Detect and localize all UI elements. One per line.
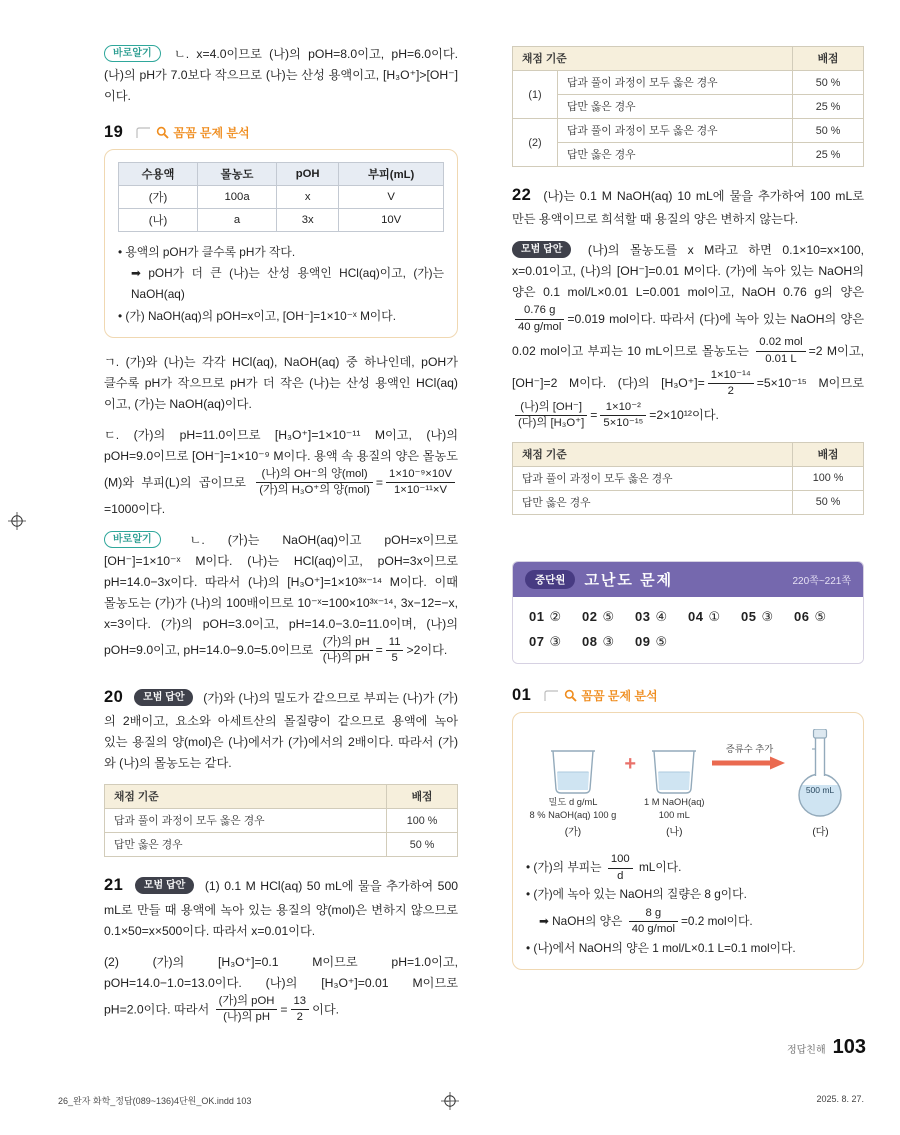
table-row (105, 833, 458, 857)
model-answer-text: (가)와 (나)의 밀도가 같으므로 부피는 (나)가 (가)의 2배이고, 요소와 아세트산의 몰질량이 같으므로 용액에 녹아 있는 용질의 양(mol)은 (나)에서가 (가)에서의 2배이다. 따라서 (가)와 (나)의 몰농도는 같다. (104, 690, 458, 771)
section-badge: 중단원 (525, 570, 575, 589)
answer-choice: ③ (761, 608, 774, 624)
text-run: 이다. (312, 1001, 340, 1016)
beaker-icon (546, 748, 600, 796)
column-header: 몰농도 (198, 162, 277, 185)
book-title: 정답친해 (786, 1045, 826, 1056)
fraction: $\frac{13}{2}$ (291, 995, 310, 1025)
cell: 10V (339, 208, 444, 231)
cell: 3x (277, 208, 339, 231)
plus-sign: + (624, 753, 637, 776)
grading-table-21 (512, 46, 864, 167)
solution-paragraph-d (104, 425, 458, 520)
points-cell: 100 % (793, 466, 864, 490)
fraction: $\frac{11}{5}$ (386, 636, 404, 666)
fraction: $\frac{\text{1×10⁻²}}{\text{5×10⁻¹⁵}}$ (600, 401, 646, 431)
registration-mark-center (441, 1092, 459, 1110)
criteria-cell: 답만 옳은 경우 (558, 95, 793, 119)
bullet-item (118, 263, 444, 305)
criteria-cell: 답만 옳은 경우 (558, 143, 793, 167)
analysis-label-text: 꼼꼼 문제 분석 (581, 688, 658, 703)
grading-header: 채점 기준 (513, 442, 793, 466)
beaker-b-name: (나) (666, 826, 683, 838)
problem-21 (104, 871, 458, 941)
problem-19-header (104, 123, 458, 142)
answer-item (741, 609, 794, 625)
fraction: $\frac{8 g}{\text{40 g/mol}}$ (629, 907, 678, 937)
flask-name: (다) (812, 826, 829, 838)
fraction: $\frac{\text{(나)의 [OH⁻]}}{\text{(다)의 [H₃O⁺]}}$ (515, 401, 587, 431)
analysis-box-01 (512, 712, 864, 970)
problem-01-header (512, 686, 864, 705)
points-cell: 25 % (793, 95, 864, 119)
answer-item (529, 609, 582, 625)
baroalgi-note-2 (104, 530, 458, 667)
volumetric-flask-icon (794, 729, 846, 823)
answer-item (688, 609, 741, 625)
text-run: >2이다. (406, 643, 448, 658)
answer-choice: ③ (549, 633, 562, 649)
arrow-group (712, 743, 786, 770)
problem-22-answer (512, 240, 864, 431)
text-run: ➡ pOH가 더 큰 (나)는 산성 용액인 HCl(aq)이고, (가)는 NaOH(aq) (131, 266, 444, 302)
section-page-range: 220쪽~221쪽 (792, 575, 851, 587)
fraction: $\frac{100}{d}$ (608, 853, 633, 883)
problem-20 (104, 683, 458, 774)
solution-paragraph-g: ㄱ. (가)와 (나)는 각각 HCl(aq), NaOH(aq) 중 하나인데, pOH가 클수록 pH가 작으므로 pH가 더 작은 (나)는 산성 용액인 HCl(aq)이고, (가)는 NaOH(aq)이다. (104, 354, 458, 411)
page-footer (787, 1036, 866, 1059)
text-run: • (나)에서 NaOH의 양은 1 mol/L×0.1 L=0.1 mol이다. (526, 940, 796, 955)
answer-number: 03 (635, 608, 651, 624)
beaker-b-group (644, 748, 704, 840)
answer-item (794, 609, 847, 625)
bullet-item (118, 242, 444, 263)
answer-choice: ③ (602, 633, 615, 649)
baroalgi-note-1 (104, 44, 458, 107)
model-answer-label: 모범 답안 (135, 877, 194, 894)
answer-item (635, 609, 688, 625)
text-run: =5×10⁻¹⁵ M이므로 (756, 375, 864, 390)
answer-number: 01 (529, 608, 545, 624)
points-cell: 100 % (387, 809, 458, 833)
table-row (513, 95, 864, 119)
text-run: ㄷ. (가)의 pH=11.0이므로 [H₃O⁺]=1×10⁻¹¹ M이고, (나)의 pOH=9.0이므로 [OH⁻]=1×10⁻⁹ M이다. 용액 속 용질의 양은 몰농도(M)와 부피(L)의 곱이므로 (104, 427, 458, 490)
answer-number: 02 (582, 608, 598, 624)
answer-number: 09 (635, 633, 651, 649)
text-run: • (가) NaOH(aq)의 pOH=x이고, [OH⁻]=1×10⁻ˣ M이다. (118, 308, 396, 323)
answer-choice: ⑤ (602, 608, 615, 624)
criteria-cell: 답만 옳은 경우 (513, 490, 793, 514)
connector-line-icon (135, 125, 151, 139)
answer-number: 06 (794, 608, 810, 624)
text-run: =1000이다. (104, 501, 166, 516)
section-header-bar (513, 562, 863, 597)
text-run: =0.2 mol이다. (681, 913, 753, 928)
flask-group (794, 729, 846, 841)
criteria-cell: 답만 옳은 경우 (105, 833, 387, 857)
fraction: $\frac{0.76 g}{\text{40 g/mol}}$ (515, 304, 564, 334)
text-run: =0.019 mol이다. 따라서 (다)에 녹아 있는 NaOH의 양은 0.02 mol이고 부피는 10 mL이므로 몰농도는 (512, 311, 864, 358)
grading-table-22 (512, 442, 864, 515)
points-cell: 50 % (387, 833, 458, 857)
cell: (가) (119, 185, 198, 208)
bullet-item (118, 306, 444, 327)
beaker-a-caption: 8 % NaOH(aq) 100 g (529, 810, 617, 821)
text-run: • (가)의 부피는 (526, 860, 605, 875)
text-run: • (가)에 녹아 있는 NaOH의 질량은 8 g이다. (526, 887, 747, 902)
text-run: =2×10¹²이다. (649, 407, 719, 422)
print-file-info: 26_완자 화학_정답(089~136)4단원_OK.indd 103 (58, 1096, 252, 1106)
text-run: =2 M이고, [OH⁻]=2 M이다. (다)의 [H₃O⁺]= (512, 343, 864, 390)
answer-choice: ⑤ (655, 633, 668, 649)
cell: 100a (198, 185, 277, 208)
table-row (119, 185, 444, 208)
answer-grid (513, 597, 863, 663)
cell: x (277, 185, 339, 208)
column-header: pOH (277, 162, 339, 185)
table-header-row (105, 785, 458, 809)
text-run: = (375, 643, 383, 658)
bullet-item (526, 852, 850, 884)
analysis-bullets (526, 852, 850, 959)
problem-21-part2 (104, 952, 458, 1026)
problem-number: 21 (104, 876, 124, 895)
connector-line-icon (543, 688, 559, 702)
analysis-box-19 (104, 149, 458, 338)
cell: V (339, 185, 444, 208)
fraction: $\frac{\text{1×10⁻⁹×10V}}{\text{1×10⁻¹¹×V}}$ (386, 468, 455, 498)
table-row (513, 143, 864, 167)
beaker-b-caption: 1 M NaOH(aq) (644, 796, 705, 807)
right-column (512, 44, 864, 1036)
criteria-cell: 답과 풀이 과정이 모두 옳은 경우 (513, 466, 793, 490)
section-title: 고난도 문제 (584, 571, 674, 589)
beaker-a-name: (가) (564, 826, 582, 838)
page-content (104, 44, 866, 1036)
left-column (104, 44, 458, 1036)
solution-diagram (526, 729, 850, 841)
model-answer-label: 모범 답안 (134, 689, 193, 706)
answer-item (582, 609, 635, 625)
table-header-row (513, 47, 864, 71)
analysis-label (564, 687, 657, 704)
table-row (105, 809, 458, 833)
text-run: mL이다. (635, 860, 682, 875)
cell: (나) (119, 208, 198, 231)
points-cell: 25 % (793, 143, 864, 167)
criteria-cell: 답과 풀이 과정이 모두 옳은 경우 (558, 71, 793, 95)
beaker-a-caption: 밀도 d g/mL (548, 796, 598, 807)
text-run: ㄴ. (가)는 NaOH(aq)이고 pOH=x이므로 [OH⁻]=1×10⁻ˣ M이다. (나)는 HCl(aq)이고, pOH=3x이므로 pH=14.0−3x이다. 따라서 (나)의 [H₃O⁺]=1×10³ˣ⁻¹⁴ M이다. 이때 몰농도는 (가)가 (나)의 100배이므로 10⁻ˣ=100×10³ˣ⁻¹⁴, 3x−12=−x, x=3이다. (가)의 pOH=3.0이고, pH=14.0−3.0=11.0이며, (나)의 pOH=9.0이고, pH=14.0−9.0=5.0이므로 (104, 532, 458, 658)
table-header-row (513, 442, 864, 466)
problem-intro-text: (나)는 0.1 M NaOH(aq) 10 mL에 물을 추가하여 100 mL로 만든 용액이므로 희석할 때 용질의 양은 변하지 않는다. (512, 189, 865, 227)
baroalgi-label: 바로알기 (104, 531, 161, 548)
answer-item (635, 634, 688, 650)
fraction: $\frac{\text{(가)의 pH}}{\text{(나)의 pH}}$ (320, 636, 373, 666)
answer-number: 05 (741, 608, 757, 624)
answer-choice: ② (549, 608, 562, 624)
cell: a (198, 208, 277, 231)
table-row (513, 466, 864, 490)
text-run: ➡ NaOH의 양은 (539, 913, 626, 928)
answer-number: 08 (582, 633, 598, 649)
answer-choice: ④ (655, 608, 668, 624)
hard-problems-section (512, 561, 864, 664)
points-cell: 50 % (793, 71, 864, 95)
flask-volume-label: 500 mL (806, 784, 835, 795)
table-header-row (119, 162, 444, 185)
note-text (104, 532, 458, 665)
baroalgi-label: 바로알기 (104, 45, 161, 62)
problem-number: 01 (512, 685, 532, 704)
answer-item (529, 634, 582, 650)
fraction: $\frac{\text{(가)의 pOH}}{\text{(나)의 pH}}$ (216, 995, 278, 1025)
model-answer-text: (1) 0.1 M HCl(aq) 50 mL에 물을 추가하여 500 mL로 만들 때 용액에 녹아 있는 용질의 양(mol)은 변하지 않으므로 0.1×50=x×500이다. 따라서 x=0.01이다. (104, 879, 459, 938)
grading-header: 채점 기준 (105, 785, 387, 809)
criteria-cell: 답과 풀이 과정이 모두 옳은 경우 (558, 119, 793, 143)
problem-22 (512, 181, 864, 230)
item-number-cell: (2) (513, 119, 558, 167)
page-number: 103 (832, 1036, 866, 1058)
analysis-bullets (118, 242, 444, 327)
points-header: 배점 (387, 785, 458, 809)
points-cell: 50 % (793, 490, 864, 514)
text-run: = (375, 475, 384, 490)
answer-number: 07 (529, 633, 545, 649)
answer-item (582, 634, 635, 650)
model-answer-text (512, 243, 864, 430)
bullet-item (526, 938, 850, 959)
problem-number: 20 (104, 687, 124, 706)
column-header: 부피(mL) (339, 162, 444, 185)
grading-header: 채점 기준 (513, 47, 793, 71)
bullet-item (526, 906, 850, 938)
answer-choice: ① (708, 608, 721, 624)
analysis-label-text: 꼼꼼 문제 분석 (173, 125, 250, 140)
problem-number: 22 (512, 186, 532, 204)
points-cell: 50 % (793, 119, 864, 143)
column-header: 수용액 (119, 162, 198, 185)
points-header: 배점 (793, 47, 864, 71)
text-run: • 용액의 pOH가 클수록 pH가 작다. (118, 244, 296, 259)
text-run: (나)의 몰농도를 x M라고 하면 0.1×10=x×100, x=0.01이고, (나)의 [OH⁻]=0.01 M이다. (가)에 녹아 있는 NaOH의 양은 0.1 mol/L×0.01 L=0.001 mol이고, NaOH 0.76 g의 양은 (512, 243, 864, 300)
fraction: $\frac{\text{0.02 mol}}{0.01 L}$ (756, 336, 805, 366)
magnifier-icon (564, 689, 577, 702)
beaker-icon (647, 748, 701, 796)
answer-number: 04 (688, 608, 704, 624)
bullet-item (526, 884, 850, 905)
solution-data-table (118, 162, 444, 232)
fraction: $\frac{\text{(나)의 OH⁻의 양(mol)}}{\text{(가)의 H₃O⁺의 양(mol)}}$ (256, 468, 373, 498)
beaker-b-caption: 100 mL (658, 810, 690, 821)
magnifier-icon (156, 126, 169, 139)
fraction: $\frac{\text{1×10⁻¹⁴}}{2}$ (708, 369, 754, 399)
table-row (119, 208, 444, 231)
table-row (513, 119, 864, 143)
registration-mark-left (8, 512, 26, 530)
right-arrow-icon (712, 756, 786, 770)
text-run: = (590, 407, 598, 422)
points-header: 배점 (793, 442, 864, 466)
print-date: 2025. 8. 27. (816, 1094, 864, 1104)
problem-number: 19 (104, 122, 124, 141)
beaker-a-group (530, 748, 617, 840)
analysis-label (156, 124, 249, 141)
model-answer-label: 모범 답안 (512, 241, 571, 258)
item-number-cell: (1) (513, 71, 558, 119)
answer-choice: ⑤ (814, 608, 827, 624)
table-row (513, 490, 864, 514)
criteria-cell: 답과 풀이 과정이 모두 옳은 경우 (105, 809, 387, 833)
note-text: ㄴ. x=4.0이므로 (나)의 pOH=8.0이고, pH=6.0이다. (나)의 pH가 7.0보다 작으므로 (나)는 산성 용액이고, [H₃O⁺]>[OH⁻]이다. (104, 47, 458, 103)
grading-table-20 (104, 784, 458, 857)
text-run: (2) (가)의 [H₃O⁺]=0.1 M이므로 pH=1.0이고, pOH=14.0−1.0=13.0이다. (나)의 [H₃O⁺]=0.01 M이므로 pH=2.0이다. 따라서 (104, 954, 458, 1016)
text-run: = (280, 1001, 288, 1016)
arrow-label: 증류수 추가 (725, 743, 774, 754)
table-row (513, 71, 864, 95)
